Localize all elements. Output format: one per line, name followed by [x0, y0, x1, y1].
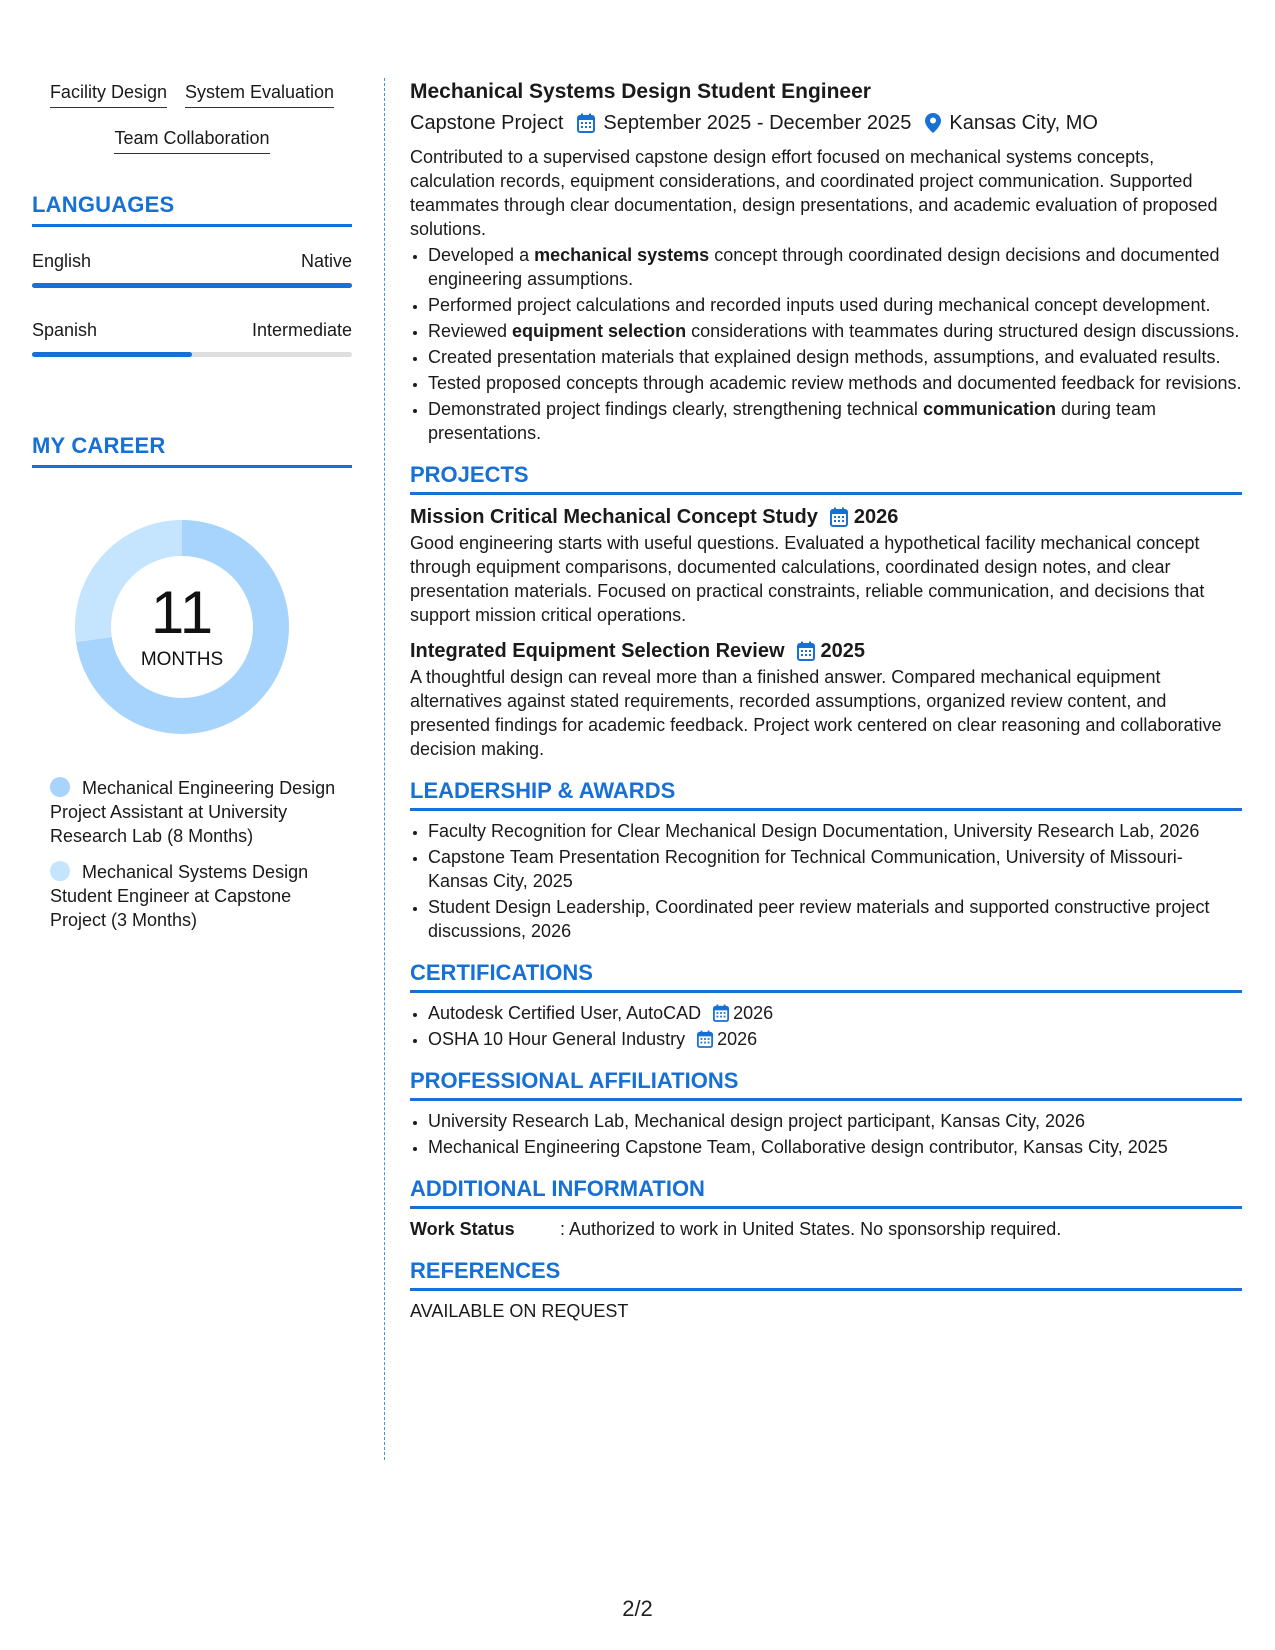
- leadership-heading: LEADERSHIP & AWARDS: [410, 777, 1242, 811]
- affiliation-item: • Mechanical Engineering Capstone Team, Collaborative design contributor, Kansas City, 2025: [428, 1135, 1242, 1159]
- job-bullet: • Tested proposed concepts through academic review methods and documented feedback for revisions.: [428, 371, 1242, 395]
- certification-name: • Autodesk Certified User, AutoCAD: [428, 1003, 702, 1023]
- career-donut-chart: [67, 512, 297, 742]
- work-status-row: [410, 1217, 1242, 1241]
- calendar-icon: [713, 1004, 729, 1022]
- language-level: Native: [300, 251, 352, 271]
- project-header: [410, 637, 1242, 665]
- job-bullet: • Developed a mechanical systems concept through coordinated design decisions and documented engineering assumptions.: [428, 243, 1242, 291]
- certification-year: 2026: [733, 1003, 774, 1023]
- career-total-unit: MONTHS: [140, 649, 224, 670]
- skills-list: [32, 80, 352, 154]
- certification-year: 2026: [717, 1029, 758, 1049]
- certifications-list: [410, 1001, 1242, 1051]
- career-heading: MY CAREER: [32, 433, 352, 468]
- project-header: [410, 503, 1242, 531]
- languages-heading: LANGUAGES: [32, 192, 352, 227]
- leadership-item: • Faculty Recognition for Clear Mechanical Design Documentation, University Research Lab, 2026: [428, 819, 1242, 843]
- leadership-item: • Student Design Leadership, Coordinated peer review materials and supported constructive project discussions, 2026: [428, 895, 1242, 943]
- language-bar-fill: [32, 283, 352, 288]
- affiliation-item: • University Research Lab, Mechanical design project participant, Kansas City, 2026: [428, 1109, 1242, 1133]
- calendar-icon: [830, 507, 848, 527]
- calendar-icon: [697, 1030, 713, 1048]
- project-description: A thoughtful design can reveal more than a finished answer. Compared mechanical equipment alternatives against stated requirements, recorded assumptions, organized review content, and presented findings for academic feedback. Project work centered on clear reasoning and collaborative decision making.: [410, 667, 1222, 759]
- job-bullet: • Demonstrated project findings clearly, strengthening technical communication during team presentations.: [428, 397, 1242, 445]
- leadership-list: [410, 819, 1242, 943]
- job-company: Capstone Project: [410, 112, 564, 134]
- affiliations-list: [410, 1109, 1242, 1159]
- project-year: 2025: [820, 640, 866, 662]
- skill-tag: Facility Design: [50, 80, 167, 108]
- career-legend-label: Mechanical Engineering Design Project Assistant at University Research Lab (8 Months): [50, 778, 336, 846]
- references-text: AVAILABLE ON REQUEST: [410, 1301, 629, 1321]
- skill-tag: System Evaluation: [185, 80, 334, 108]
- language-level: Intermediate: [251, 320, 352, 340]
- career-legend-label: Mechanical Systems Design Student Engineer at Capstone Project (3 Months): [50, 862, 309, 930]
- page-number: 2/2: [622, 1596, 653, 1621]
- job-bullet: • Performed project calculations and recorded inputs used during mechanical concept development.: [428, 293, 1242, 317]
- calendar-icon: [797, 641, 815, 661]
- project-description: Good engineering starts with useful questions. Evaluated a hypothetical facility mechanical concept through equipment comparisons, documented calculations, coordinated design notes, and clear presentation materials. Focused on practical constraints, reliable communication, and decisions that support mission critical operations.: [410, 533, 1205, 625]
- job-location: Kansas City, MO: [949, 112, 1098, 134]
- additional-info-heading: ADDITIONAL INFORMATION: [410, 1175, 1242, 1209]
- work-status-value: : Authorized to work in United States. No sponsorship required.: [560, 1219, 1062, 1239]
- sidebar: [32, 80, 352, 944]
- language-name: English: [32, 251, 92, 271]
- certifications-heading: CERTIFICATIONS: [410, 959, 1242, 993]
- career-legend-item: [50, 776, 340, 848]
- certification-name: • OSHA 10 Hour General Industry: [428, 1029, 686, 1049]
- job-dates: September 2025 - December 2025: [603, 112, 912, 134]
- projects-heading: PROJECTS: [410, 461, 1242, 495]
- language-name: Spanish: [32, 320, 98, 340]
- column-divider: [384, 78, 385, 1460]
- career-total-number: 11: [150, 579, 214, 646]
- job-bullet: • Reviewed equipment selection considerations with teammates during structured design discussions.: [428, 319, 1242, 343]
- job-bullet: • Created presentation materials that explained design methods, assumptions, and evaluated results.: [428, 345, 1242, 369]
- skill-tag: Team Collaboration: [114, 126, 269, 154]
- references-heading: REFERENCES: [410, 1257, 1242, 1291]
- calendar-icon: [577, 113, 595, 133]
- language-item: [32, 249, 352, 288]
- career-legend-item: [50, 860, 340, 932]
- project-name: Integrated Equipment Selection Review: [410, 640, 785, 662]
- language-bar: [32, 352, 352, 357]
- job-bullets: [410, 243, 1242, 445]
- project-year: 2026: [853, 506, 899, 528]
- job-summary: Contributed to a supervised capstone design effort focused on mechanical systems concepts, calculation records, equipment considerations, and coordinated project communication. Supported teammates through clear documentation, design presentations, and academic evaluation of proposed solutions.: [410, 147, 1218, 239]
- certification-item: [428, 1001, 1242, 1025]
- affiliations-heading: PROFESSIONAL AFFILIATIONS: [410, 1067, 1242, 1101]
- language-item: [32, 318, 352, 357]
- legend-dot-icon: [50, 777, 70, 797]
- certification-item: [428, 1027, 1242, 1051]
- job-title: Mechanical Systems Design Student Engineer: [410, 80, 871, 103]
- location-pin-icon: [925, 113, 941, 133]
- legend-dot-icon: [50, 861, 70, 881]
- job-meta: [410, 109, 1242, 137]
- work-status-label: Work Status: [410, 1219, 515, 1239]
- language-bar: [32, 283, 352, 288]
- language-bar-fill: [32, 352, 192, 357]
- project-name: Mission Critical Mechanical Concept Study: [410, 506, 818, 528]
- career-legend: [50, 776, 340, 932]
- leadership-item: • Capstone Team Presentation Recognition for Technical Communication, University of Missouri-Kansas City, 2025: [428, 845, 1242, 893]
- main-content: [410, 78, 1242, 1323]
